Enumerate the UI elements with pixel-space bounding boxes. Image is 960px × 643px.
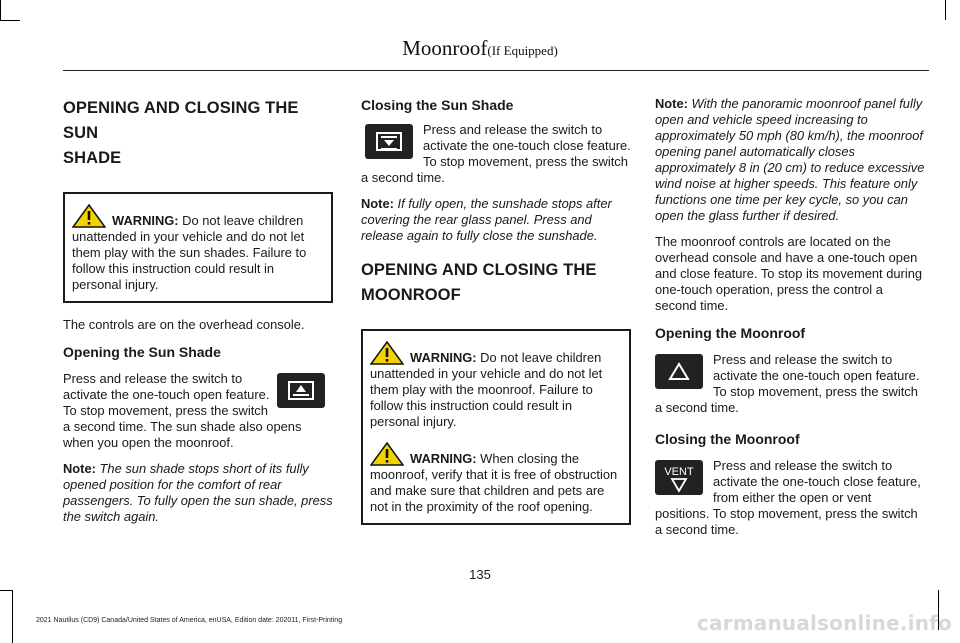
header-qualifier: (If Equipped)	[487, 43, 558, 58]
crop-mark	[945, 0, 946, 20]
page-number: 135	[469, 567, 491, 582]
note	[63, 461, 333, 525]
sunshade-close-icon	[365, 124, 413, 159]
vent-label: VENT	[664, 466, 694, 478]
footer-text: 2021 Nautilus (CD9) Canada/United States of America, enUSA, Edition date: 202011, First-Printing	[36, 617, 343, 624]
page-header	[0, 36, 960, 61]
crop-mark	[12, 590, 13, 643]
note-text: With the panoramic moonroof panel fully open and vehicle speed increasing to approximately 50 mph (80 km/h), the moonroof opening panel automatically closes approximately 8 in (20 cm) to reduce excessive wind noise at higher speeds. This feature only functions one time per key cycle, so you can open the glass further if desired.	[655, 96, 925, 223]
sunshade-open-icon	[277, 373, 325, 408]
warning-label: WARNING:	[410, 350, 477, 365]
heading-line: OPENING AND CLOSING THE SUN	[63, 99, 299, 142]
warning-text: Do not leave children unattended in your vehicle and do not let them play with the moonroof. Failure to follow this instruction could result in personal injury.	[370, 350, 603, 429]
subheading-open-moonroof: Opening the Moonroof	[655, 325, 806, 341]
warning-triangle-icon	[370, 341, 404, 365]
open-moonroof-block	[655, 352, 925, 430]
heading-line: MOONROOF	[361, 286, 461, 304]
moonroof-vent-close-icon	[655, 460, 703, 495]
note-text: If fully open, the sunshade stops after covering the rear glass panel. Press and release again to fully close the sunshade.	[361, 196, 612, 243]
moonroof-open-icon	[655, 354, 703, 389]
subheading-close-moonroof: Closing the Moonroof	[655, 431, 800, 447]
warning-text: When closing the moonroof, verify that it is free of obstruction and make sure that children and pets are not in the proximity of the roof opening.	[370, 451, 618, 514]
note	[361, 196, 631, 244]
open-sun-shade-block	[63, 371, 333, 461]
watermark: carmanualsonline.info	[696, 611, 952, 635]
note-label: Note:	[361, 196, 394, 211]
warning-item	[72, 204, 325, 293]
open-sun-shade-text: Press and release the switch to activate the one-touch open feature. To stop movement, press the switch a second time. The sun shade also opens when you open the moonroof.	[63, 371, 302, 450]
heading-line: SHADE	[63, 149, 122, 167]
warning-triangle-icon	[72, 204, 106, 228]
open-moonroof-text: Press and release the switch to activate the one-touch open feature. To stop movement, press the switch a second time.	[655, 352, 920, 415]
warning-text: Do not leave children unattended in your vehicle and do not let them play with the sun shades. Failure to follow this instruction could result in personal injury.	[72, 213, 307, 292]
note	[655, 96, 925, 224]
section-heading-moonroof	[361, 258, 631, 308]
crop-mark	[0, 0, 1, 20]
close-sun-shade-text: Press and release the switch to activate the one-touch close feature. To stop movement, press the switch a second time.	[361, 122, 631, 185]
warning-triangle-icon	[370, 442, 404, 466]
subheading-close-sun-shade: Closing the Sun Shade	[361, 97, 514, 113]
warning-item	[370, 341, 623, 430]
column-1	[63, 96, 333, 535]
warning-label: WARNING:	[410, 451, 477, 466]
header-title: Moonroof	[402, 36, 488, 60]
note-text: The sun shade stops short of its fully opened position for the comfort of rear passengers. To fully open the sun shade, press the switch again.	[63, 461, 333, 524]
close-moonroof-block	[655, 458, 925, 538]
note-label: Note:	[655, 96, 688, 111]
warning-box	[63, 192, 333, 303]
moonroof-controls-text: The moonroof controls are located on the overhead console and have a one-touch open and close feature. To stop its movement during one-touch operation, press the control a second time.	[655, 234, 923, 313]
heading-line: OPENING AND CLOSING THE	[361, 261, 597, 279]
warning-box	[361, 329, 631, 525]
section-heading-sun-shade	[63, 96, 333, 171]
header-rule	[63, 70, 929, 71]
subheading-open-sun-shade: Opening the Sun Shade	[63, 344, 221, 360]
column-2	[361, 96, 631, 539]
close-sun-shade-block	[361, 122, 631, 196]
crop-mark	[0, 20, 20, 21]
warning-item	[370, 442, 623, 515]
controls-text: The controls are on the overhead console.	[63, 317, 305, 332]
note-label: Note:	[63, 461, 96, 476]
close-moonroof-text: Press and release the switch to activate the one-touch close feature, from either the open or vent positions. To stop movement, press the switch a second time.	[655, 458, 921, 537]
column-3	[655, 96, 925, 538]
crop-mark	[0, 590, 13, 591]
warning-label: WARNING:	[112, 213, 179, 228]
